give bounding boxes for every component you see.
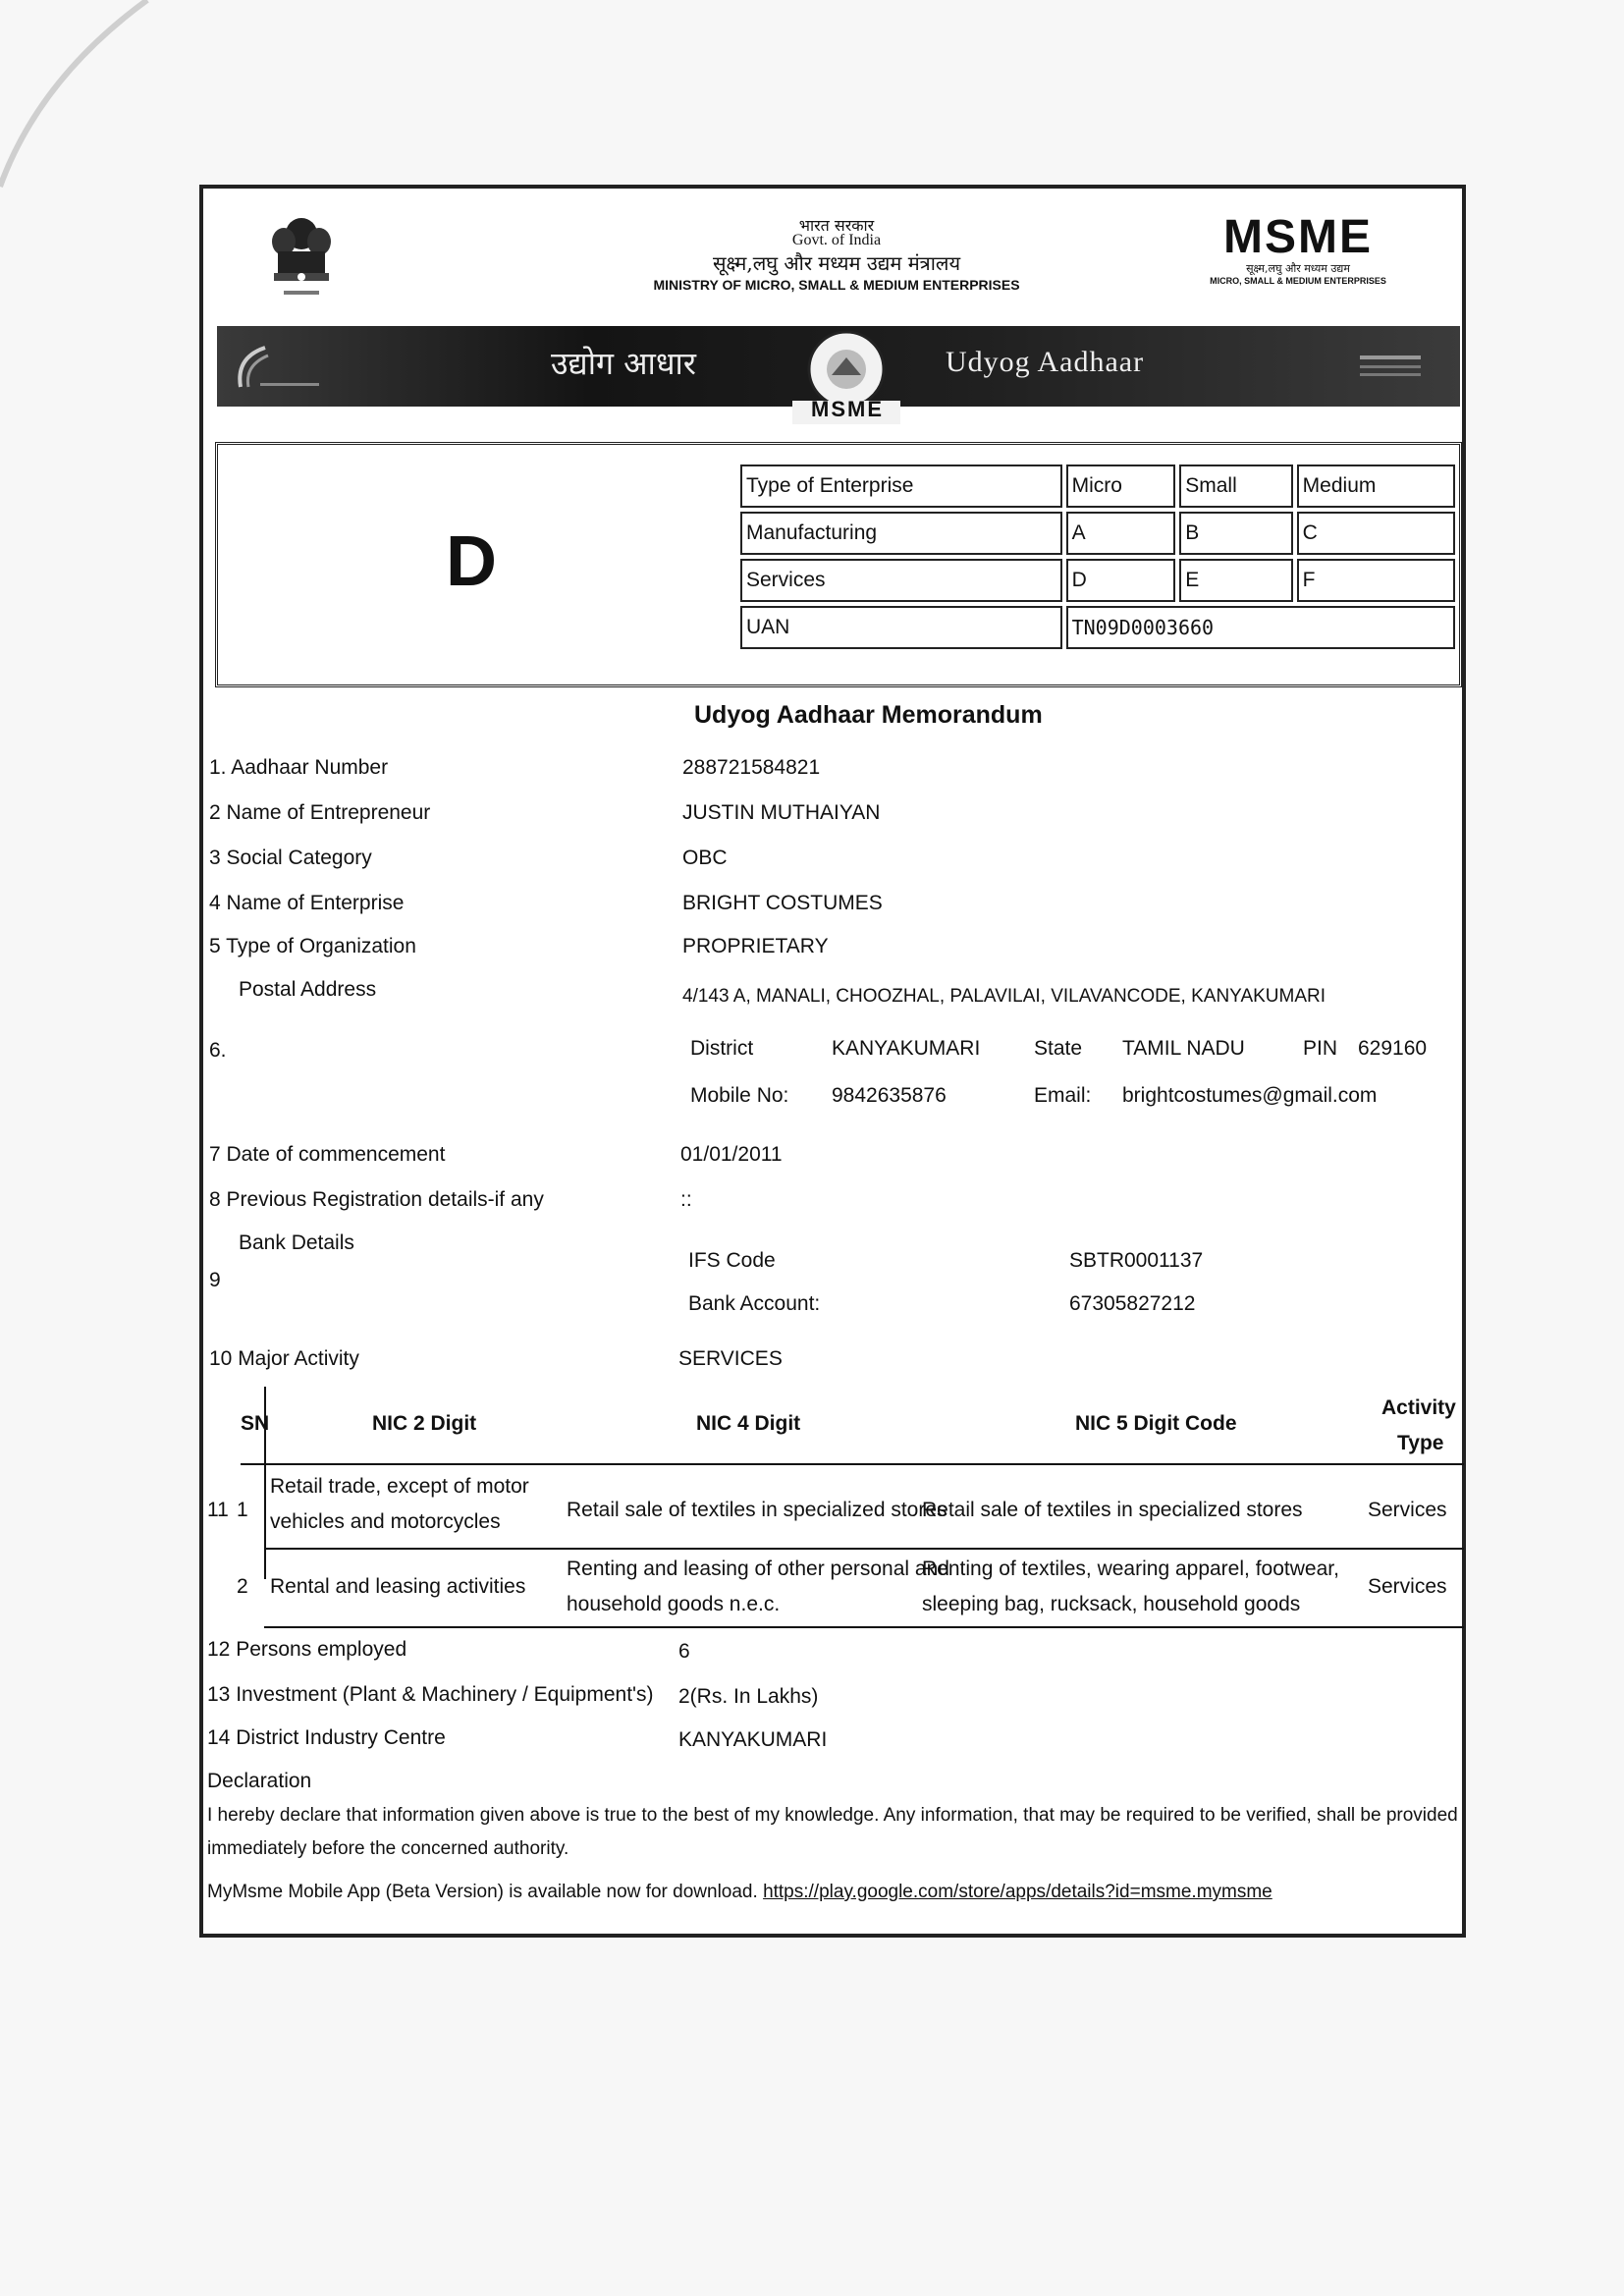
table-cell: Type of Enterprise bbox=[740, 465, 1062, 508]
entrepreneur-name-value: JUSTIN MUTHAIYAN bbox=[682, 801, 881, 824]
nic-row-type: Services bbox=[1368, 1499, 1447, 1521]
hindi-ministry-text: सूक्ष्म,लघु और मध्यम उद्यम मंत्रालय bbox=[712, 251, 961, 275]
pin-label: PIN bbox=[1303, 1037, 1338, 1060]
mobile-app-note bbox=[207, 1882, 1272, 1903]
commencement-date-value: 01/01/2011 bbox=[680, 1143, 783, 1166]
field-label: 8 Previous Registration details-if any bbox=[209, 1188, 544, 1211]
table-cell: E bbox=[1179, 559, 1292, 602]
nic-header-4digit: NIC 4 Digit bbox=[696, 1412, 801, 1435]
field-label: 5 Type of Organization bbox=[209, 935, 416, 957]
declaration-heading: Declaration bbox=[207, 1770, 312, 1792]
nic-row-sn: 1 bbox=[237, 1499, 248, 1521]
field-number: 9 bbox=[209, 1269, 221, 1291]
district-industry-centre-value: KANYAKUMARI bbox=[678, 1728, 828, 1751]
nic-table-rule bbox=[264, 1626, 1464, 1628]
investment-value: 2(Rs. In Lakhs) bbox=[678, 1685, 819, 1708]
field-label: 12 Persons employed bbox=[207, 1638, 407, 1661]
organization-type-value: PROPRIETARY bbox=[682, 935, 829, 957]
field-label: Postal Address bbox=[239, 978, 377, 1001]
previous-registration-value: :: bbox=[680, 1188, 692, 1211]
banner-english-title: Udyog Aadhaar bbox=[946, 346, 1145, 378]
page-fold-shadow bbox=[0, 0, 157, 196]
nic-row-5digit: Renting of textiles, wearing apparel, footwear, bbox=[922, 1558, 1339, 1580]
state-label: State bbox=[1034, 1037, 1083, 1060]
table-cell: F bbox=[1297, 559, 1455, 602]
declaration-line: I hereby declare that information given above is true to the best of my knowledge. Any information, that may be required to be verified, shall be provided bbox=[207, 1805, 1458, 1826]
mobile-app-link[interactable]: https://play.google.com/store/apps/details?id=msme.mymsme bbox=[763, 1882, 1272, 1902]
msme-logo-hindi: सूक्ष्म,लघु और मध्यम उद्यम bbox=[1246, 262, 1350, 275]
table-cell: B bbox=[1179, 512, 1292, 555]
msme-logo-english: MICRO, SMALL & MEDIUM ENTERPRISES bbox=[1210, 276, 1386, 286]
category-letter: D bbox=[446, 522, 497, 601]
table-cell: Medium bbox=[1297, 465, 1455, 508]
nic-row-number: 11 bbox=[207, 1499, 229, 1521]
mobile-app-text: MyMsme Mobile App (Beta Version) is available now for download. bbox=[207, 1882, 758, 1902]
enterprise-category-box bbox=[215, 442, 1462, 687]
district-label: District bbox=[690, 1037, 754, 1060]
nic-row-5digit: sleeping bag, rucksack, household goods bbox=[922, 1593, 1301, 1615]
table-cell: Manufacturing bbox=[740, 512, 1062, 555]
msme-logo bbox=[1185, 211, 1411, 286]
field-label: 1. Aadhaar Number bbox=[209, 756, 389, 779]
uan-label: UAN bbox=[740, 606, 1062, 649]
pin-value: 629160 bbox=[1358, 1037, 1428, 1060]
table-cell: A bbox=[1066, 512, 1176, 555]
seal-msme-text: MSME bbox=[811, 397, 884, 421]
field-label: 14 District Industry Centre bbox=[207, 1726, 446, 1749]
nic-row-2digit: Rental and leasing activities bbox=[270, 1575, 526, 1598]
table-cell: Small bbox=[1179, 465, 1292, 508]
table-cell: D bbox=[1066, 559, 1176, 602]
udyog-aadhaar-certificate bbox=[199, 185, 1466, 1938]
table-row bbox=[740, 465, 1455, 508]
hindi-govt-text: भारत सरकार bbox=[798, 216, 875, 235]
email-label: Email: bbox=[1034, 1084, 1092, 1107]
memorandum-title: Udyog Aadhaar Memorandum bbox=[694, 701, 1043, 729]
ifs-value: SBTR0001137 bbox=[1069, 1249, 1204, 1272]
nic-table-rule bbox=[241, 1463, 1464, 1465]
email-value: brightcostumes@gmail.com bbox=[1122, 1084, 1378, 1107]
uan-value: TN09D0003660 bbox=[1066, 606, 1455, 649]
bank-account-value: 67305827212 bbox=[1069, 1292, 1196, 1315]
nic-header-2digit: NIC 2 Digit bbox=[372, 1412, 477, 1435]
nic-header-sn: SN bbox=[241, 1412, 270, 1435]
table-cell: C bbox=[1297, 512, 1455, 555]
nic-header-5digit: NIC 5 Digit Code bbox=[1075, 1412, 1237, 1435]
major-activity-value: SERVICES bbox=[678, 1347, 783, 1370]
enterprise-name-value: BRIGHT COSTUMES bbox=[682, 892, 883, 914]
digital-india-logo-icon bbox=[231, 338, 329, 395]
aadhaar-number-value: 288721584821 bbox=[682, 756, 821, 779]
ifs-label: IFS Code bbox=[688, 1249, 776, 1272]
nic-row-5digit: Retail sale of textiles in specialized stores bbox=[922, 1499, 1303, 1521]
table-cell: Micro bbox=[1066, 465, 1176, 508]
govt-of-india-text: Govt. of India bbox=[791, 232, 882, 248]
table-cell: Services bbox=[740, 559, 1062, 602]
table-row bbox=[740, 512, 1455, 555]
enterprise-type-table bbox=[736, 461, 1459, 653]
field-label: 13 Investment (Plant & Machinery / Equipment's) bbox=[207, 1683, 654, 1706]
postal-address-value: 4/143 A, MANALI, CHOOZHAL, PALAVILAI, VILAVANCODE, KANYAKUMARI bbox=[682, 986, 1326, 1007]
bank-account-label: Bank Account: bbox=[688, 1292, 821, 1315]
banner-right-logo-icon bbox=[1356, 350, 1425, 385]
msme-logo-text: MSME bbox=[1223, 211, 1373, 263]
social-category-value: OBC bbox=[682, 847, 728, 869]
field-label: 7 Date of commencement bbox=[209, 1143, 446, 1166]
mobile-value: 9842635876 bbox=[832, 1084, 947, 1107]
nic-header-activity: Activity bbox=[1381, 1396, 1456, 1419]
nic-row-2digit: Retail trade, except of motor bbox=[270, 1475, 529, 1498]
nic-row-type: Services bbox=[1368, 1575, 1447, 1598]
bank-details-label: Bank Details bbox=[239, 1231, 354, 1254]
nic-header-type: Type bbox=[1397, 1432, 1444, 1454]
field-label: 2 Name of Entrepreneur bbox=[209, 801, 431, 824]
nic-row-2digit: vehicles and motorcycles bbox=[270, 1510, 501, 1533]
state-value: TAMIL NADU bbox=[1122, 1037, 1245, 1060]
district-value: KANYAKUMARI bbox=[832, 1037, 981, 1060]
nic-row-4digit: Retail sale of textiles in specialized stores bbox=[567, 1499, 947, 1521]
nic-table-rule bbox=[264, 1548, 1464, 1550]
mobile-label: Mobile No: bbox=[690, 1084, 789, 1107]
table-row bbox=[740, 606, 1455, 649]
field-label: 4 Name of Enterprise bbox=[209, 892, 405, 914]
table-row bbox=[740, 559, 1455, 602]
declaration-line: immediately before the concerned authority. bbox=[207, 1838, 569, 1859]
banner-hindi-title: उद्योग आधार bbox=[551, 345, 696, 382]
nic-row-4digit: household goods n.e.c. bbox=[567, 1593, 781, 1615]
nic-row-4digit: Renting and leasing of other personal and bbox=[567, 1558, 949, 1580]
persons-employed-value: 6 bbox=[678, 1640, 690, 1663]
field-label: 3 Social Category bbox=[209, 847, 372, 869]
field-label: 10 Major Activity bbox=[209, 1347, 359, 1370]
field-number: 6. bbox=[209, 1039, 227, 1062]
nic-row-sn: 2 bbox=[237, 1575, 248, 1598]
udyog-aadhaar-banner bbox=[217, 326, 1460, 421]
ministry-title: MINISTRY OF MICRO, SMALL & MEDIUM ENTERPRISES bbox=[653, 277, 1020, 293]
national-emblem-icon bbox=[262, 212, 341, 302]
